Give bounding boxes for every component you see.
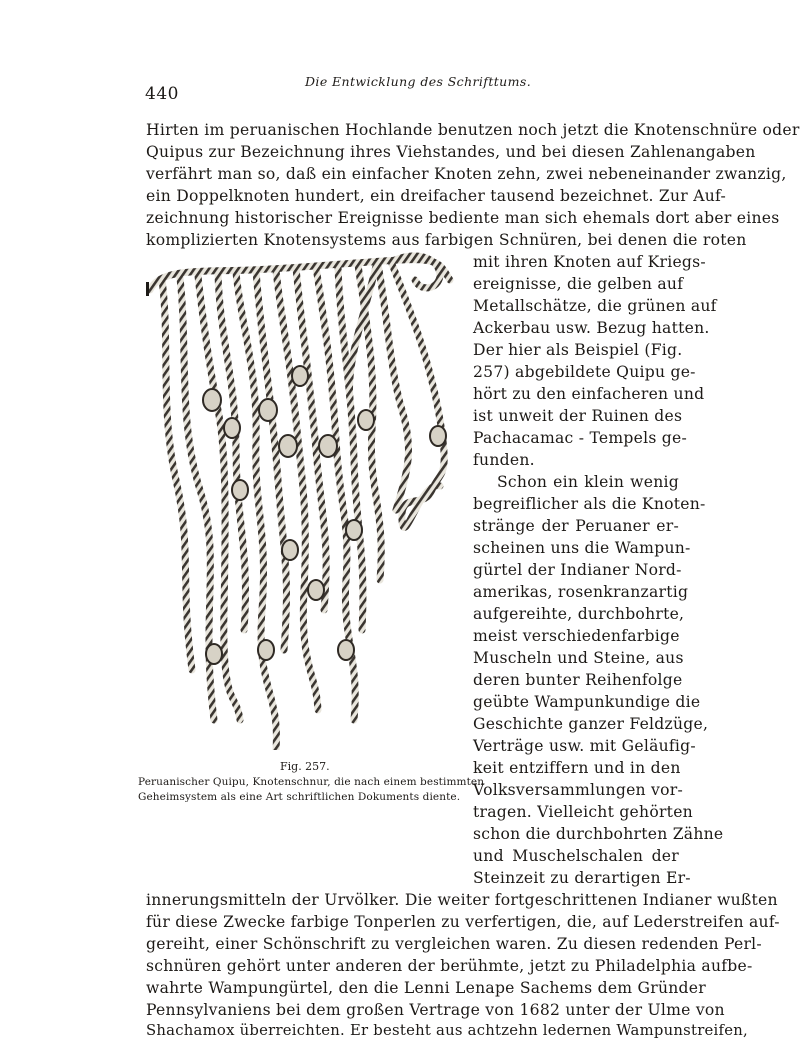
text-line: Hirten im peruanischen Hochlande benutzen noch jetzt die Knotenschnüre oder bbox=[146, 121, 800, 139]
text-line: gürtel der Indianer Nord- bbox=[473, 561, 682, 579]
text-line: mit ihren Knoten auf Kriegs- bbox=[473, 253, 706, 271]
text-line: deren bunter Reihenfolge bbox=[473, 671, 683, 689]
text-line: amerikas, rosenkranzartig bbox=[473, 583, 689, 601]
text-line: aufgereihte, durchbohrte, bbox=[473, 605, 685, 623]
text-line: und Muschelschalen der bbox=[473, 847, 679, 865]
text-line: Verträge usw. mit Geläufig- bbox=[473, 737, 696, 755]
text-line: ein Doppelknoten hundert, ein dreifacher tausend bezeichnet. Zur Auf- bbox=[146, 187, 727, 205]
text-line: Pennsylvaniens bei dem großen Vertrage von 1682 unter der Ulme von bbox=[146, 1001, 725, 1019]
text-line: funden. bbox=[473, 451, 535, 469]
text-line: Muscheln und Steine, aus bbox=[473, 649, 684, 667]
text-line: begreiflicher als die Knoten- bbox=[473, 495, 706, 513]
text-line: für diese Zwecke farbige Tonperlen zu verfertigen, die, auf Lederstreifen auf- bbox=[146, 913, 780, 931]
page-number: 440 bbox=[145, 84, 179, 104]
text-line: komplizierten Knotensystems aus farbigen Schnüren, bei denen die roten bbox=[146, 231, 747, 249]
running-title: Die Entwicklung des Schrifttums. bbox=[305, 74, 532, 89]
text-line: Geschichte ganzer Feldzüge, bbox=[473, 715, 709, 733]
text-line: 257) abgebildete Quipu ge- bbox=[473, 363, 696, 381]
text-line: hört zu den einfacheren und bbox=[473, 385, 705, 403]
text-line: schon die durchbohrten Zähne bbox=[473, 825, 724, 843]
text-line: Ackerbau usw. Bezug hatten. bbox=[473, 319, 710, 337]
text-line: zeichnung historischer Ereignisse bediente man sich ehemals dort aber eines bbox=[146, 209, 780, 227]
text-line: Shachamox überreichten. Er besteht aus achtzehn ledernen Wampunstreifen, bbox=[146, 1022, 748, 1039]
figure-caption-line: Geheimsystem als eine Art schriftlichen Dokuments diente. bbox=[138, 791, 461, 803]
text-line: ist unweit der Ruinen des bbox=[473, 407, 683, 425]
text-line: geübte Wampunkundige die bbox=[473, 693, 701, 711]
text-line: wahrte Wampungürtel, den die Lenni Lenape Sachems dem Gründer bbox=[146, 979, 706, 997]
text-line: gereiht, einer Schönschrift zu vergleichen waren. Zu diesen redenden Perl- bbox=[146, 935, 762, 953]
text-line: Quipus zur Bezeichnung ihres Viehstandes, und bei diesen Zahlenangaben bbox=[146, 143, 756, 161]
text-line: Pachacamac - Tempels ge- bbox=[473, 429, 688, 447]
text-line: stränge der Peruaner er- bbox=[473, 517, 679, 535]
text-line: tragen. Vielleicht gehörten bbox=[473, 803, 693, 821]
figure-label: Fig. 257. bbox=[280, 760, 330, 773]
text-line: Metallschätze, die grünen auf bbox=[473, 297, 717, 315]
text-line: keit entziffern und in den bbox=[473, 759, 681, 777]
text-line: Der hier als Beispiel (Fig. bbox=[473, 341, 683, 359]
text-line: scheinen uns die Wampun- bbox=[473, 539, 691, 557]
text-line: schnüren gehört unter anderen der berühmte, jetzt zu Philadelphia aufbe- bbox=[146, 957, 753, 975]
text-line: Steinzeit zu derartigen Er- bbox=[473, 869, 691, 887]
text-line: Schon ein klein wenig bbox=[497, 473, 679, 491]
text-line: Volksversammlungen vor- bbox=[473, 781, 683, 799]
text-line: innerungsmitteln der Urvölker. Die weiter fortgeschrittenen Indianer wußten bbox=[146, 891, 778, 909]
quipu-figure bbox=[140, 250, 470, 750]
quipu-illustration bbox=[140, 250, 470, 750]
text-line: verfährt man so, daß ein einfacher Knoten zehn, zwei nebeneinander zwanzig, bbox=[146, 165, 787, 183]
figure-caption-line: Peruanischer Quipu, Knotenschnur, die nach einem bestimmten bbox=[138, 776, 485, 788]
text-line: ereignisse, die gelben auf bbox=[473, 275, 684, 293]
text-line: meist verschiedenfarbige bbox=[473, 627, 680, 645]
